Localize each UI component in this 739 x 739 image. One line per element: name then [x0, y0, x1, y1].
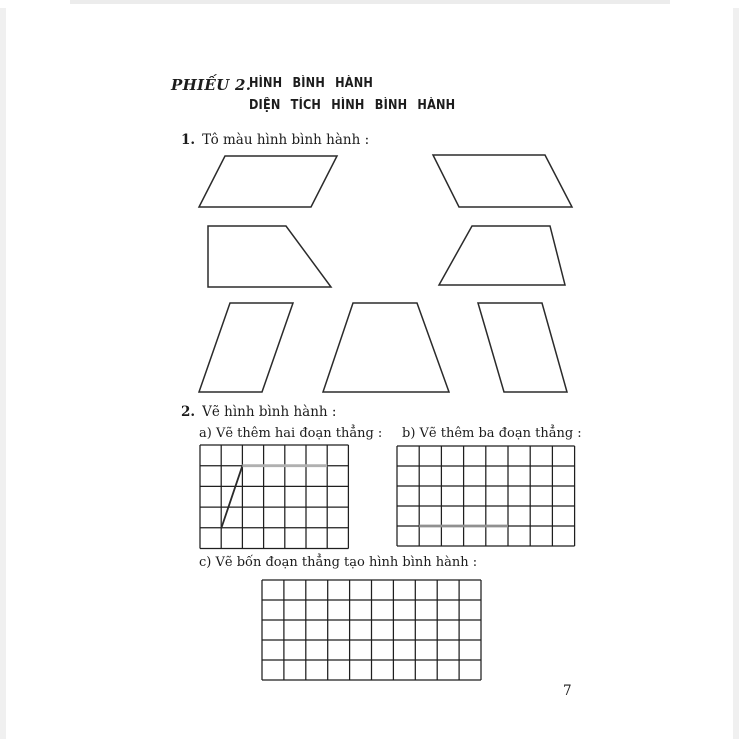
page-edge-top	[70, 0, 670, 4]
exercise1-prompt	[181, 132, 369, 148]
page-edge-left	[0, 8, 6, 739]
exercise1-number: 1.	[181, 132, 196, 148]
grid-c	[262, 580, 481, 680]
title-line-2: DIỆN TÍCH HÌNH BÌNH HÀNH	[249, 98, 456, 113]
trapezoid-row2-right	[439, 226, 565, 285]
exercise2-text: Vẽ hình bình hành :	[202, 404, 337, 420]
exercise2-part-b-label: b) Vẽ thêm ba đoạn thẳng :	[402, 426, 582, 441]
page-edge-right	[733, 8, 739, 739]
grid-a-predrawn-segment	[221, 466, 242, 529]
exercise2-number: 2.	[181, 404, 196, 420]
right-trapezoid-row2-left	[208, 226, 331, 287]
exercise2-part-a-label: a) Vẽ thêm hai đoạn thẳng :	[199, 426, 383, 441]
sheet-label: PHIẾU 2.	[171, 76, 252, 94]
parallelogram-row1-right	[433, 155, 572, 207]
trapezoid-row3-middle	[323, 303, 449, 392]
parallelogram-row1-left	[199, 156, 337, 207]
page-number: 7	[563, 683, 572, 699]
exercise2-part-c-label: c) Vẽ bốn đoạn thẳng tạo hình bình hành :	[199, 555, 478, 570]
title-line-1: HÌNH BÌNH HÀNH	[249, 76, 374, 91]
parallelogram-row3-right	[478, 303, 567, 392]
grid-b	[397, 446, 575, 546]
parallelogram-row3-left	[199, 303, 293, 392]
worksheet-title	[249, 73, 486, 117]
grid-a	[200, 445, 348, 549]
exercise1-text: Tô màu hình bình hành :	[202, 132, 370, 148]
exercise2-prompt	[181, 404, 336, 420]
